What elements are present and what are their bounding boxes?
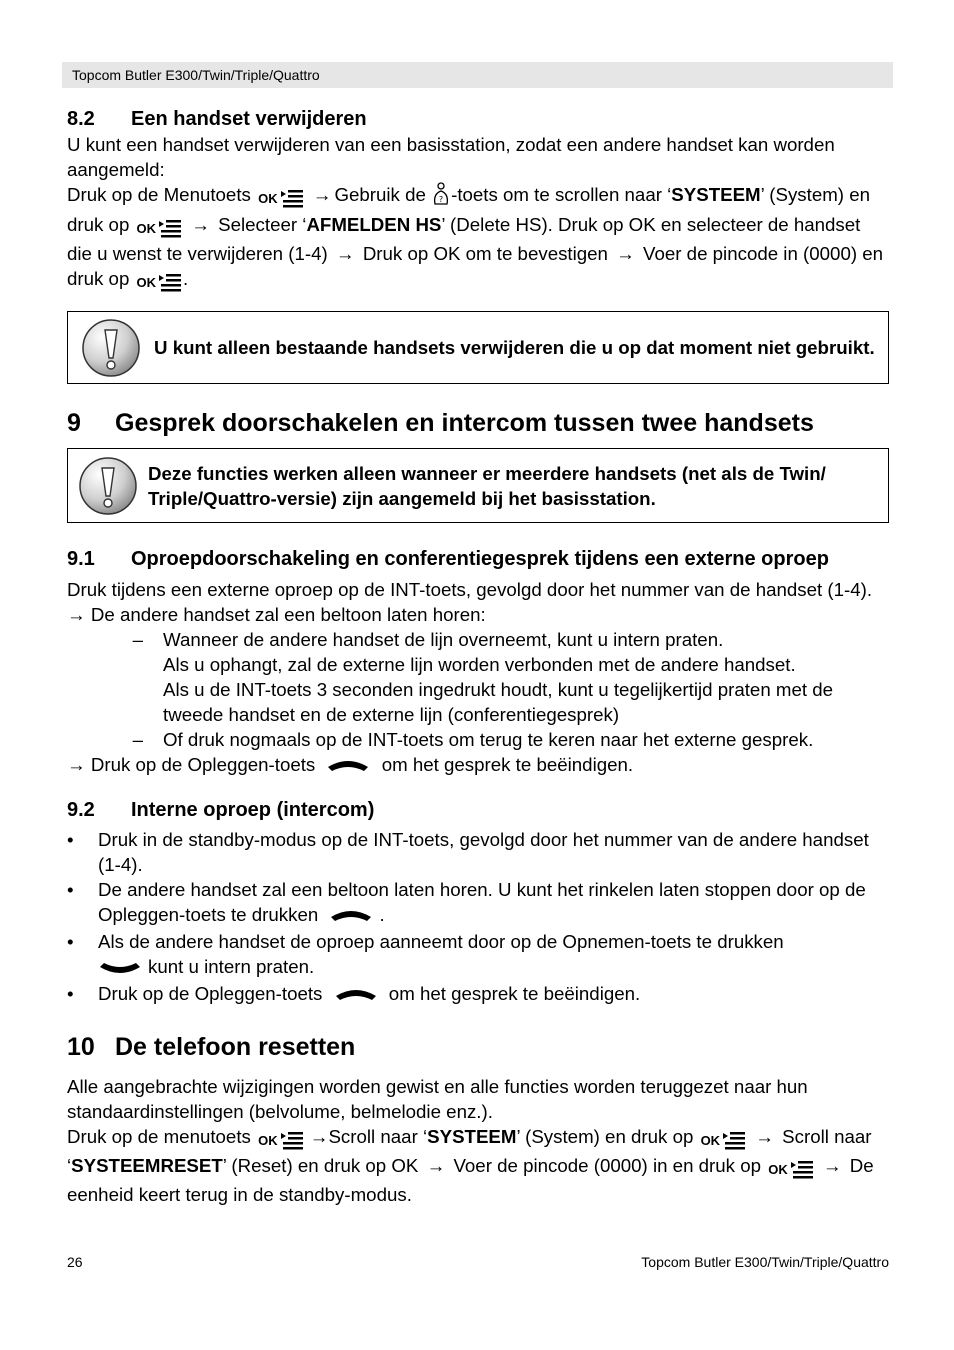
pick-up-key-icon xyxy=(98,956,142,981)
intro-paragraph: U kunt een handset verwijderen van een basisstation, zodat een andere handset kan worden aangemeld: xyxy=(67,134,835,180)
page-content xyxy=(67,106,889,1207)
page-number: 26 xyxy=(67,1254,83,1270)
hang-up-key-icon xyxy=(334,983,378,1008)
navigation-key-icon xyxy=(431,182,451,212)
info-note: Deze functies werken alleen wanneer er meerdere handsets (net als de Twin/ Triple/Quattro-versie) zijn aangemeld bij het basisstation. xyxy=(67,448,889,523)
arrow-icon: → xyxy=(312,184,332,205)
running-footer: Topcom Butler E300/Twin/Triple/Quattro xyxy=(641,1254,889,1270)
running-header: Topcom Butler E300/Twin/Triple/Quattro xyxy=(62,62,893,88)
section-10 xyxy=(67,1032,889,1207)
list-item: • De andere handset zal een beltoon laten horen. U kunt het rinkelen laten stoppen door op de Opleggen-toets te drukken . xyxy=(67,877,889,929)
ok-menu-key-icon: OK xyxy=(768,1157,813,1182)
ok-menu-key-icon: OK xyxy=(137,270,182,295)
arrow-icon: → xyxy=(67,604,86,625)
hang-up-key-icon xyxy=(329,904,373,929)
list-item: • Druk in de standby-modus op de INT-toets, gevolgd door het nummer van de andere handset (1-4). xyxy=(67,829,869,875)
section-heading: 8.2 Een handset verwijderen xyxy=(67,108,367,130)
paragraph: → De andere handset zal een beltoon laten horen: xyxy=(67,604,486,625)
dash-list xyxy=(67,627,889,752)
arrow-icon: → xyxy=(309,1126,329,1147)
paragraph: → Druk op de Opleggen-toets om het gesprek te beëindigen. xyxy=(67,752,889,779)
paragraph: Druk tijdens een externe oproep op de INT-toets, gevolgd door het nummer van de handset (1-4). xyxy=(67,579,873,600)
section-9 xyxy=(67,408,889,523)
list-item: Als u de INT-toets 3 seconden ingedrukt houdt, kunt u tegelijkertijd praten met de tweede handset en de externe lijn (conferentiegesprek) xyxy=(163,679,834,725)
arrow-icon: → xyxy=(191,214,210,235)
arrow-icon: → xyxy=(335,243,355,264)
section-9-2 xyxy=(67,797,889,1008)
chapter-heading: 10 De telefoon resetten xyxy=(67,1033,356,1061)
hang-up-key-icon xyxy=(326,754,370,779)
instruction-paragraph: Druk op de Menutoets OK → Gebruik de ? -toets om te scrollen naar ‘SYSTEEM’ (System) en druk op OK → Selecteer ‘AFMELDEN HS’ (Delete HS). Druk op OK en selecteer de handset die u wenst te verwijderen (1-4) → Druk op OK om te bevestigen → Voer de pincode in (0000) en druk op OK . xyxy=(67,182,889,295)
list-item: • Druk op de Opleggen-toets om het gesprek te beëindigen. xyxy=(67,981,889,1008)
ok-menu-key-icon: OK xyxy=(137,216,182,241)
bullet-list xyxy=(67,827,889,1008)
section-8-2 xyxy=(67,106,889,384)
arrow-icon: → xyxy=(822,1155,842,1176)
section-heading: 9.1 Oproepdoorschakeling en conferentiegesprek tijdens een externe oproep xyxy=(67,548,829,570)
exclamation-icon xyxy=(68,318,154,378)
section-heading: 9.2 Interne oproep (intercom) xyxy=(67,799,375,821)
instruction-paragraph: Druk op de menutoets OK →Scroll naar ‘SYSTEEM’ (System) en druk op OK → Scroll naar ‘SYSTEEMRESET’ (Reset) en druk op OK → Voer de pincode (0000) in en druk op OK → De eenheid keert terug in de standby-modus. xyxy=(67,1126,874,1205)
list-item: Als u ophangt, zal de externe lijn worden verbonden met de andere handset. xyxy=(163,654,796,675)
arrow-icon: → xyxy=(426,1155,446,1176)
ok-menu-key-icon: OK xyxy=(701,1128,746,1153)
ok-menu-key-icon: OK xyxy=(258,186,303,211)
svg-text:?: ? xyxy=(438,195,444,204)
arrow-icon: → xyxy=(755,1126,774,1147)
paragraph: Alle aangebrachte wijzigingen worden gewist en alle functies worden teruggezet naar hun standaardinstellingen (belvolume, belmelodie enz.). xyxy=(67,1076,808,1122)
exclamation-icon xyxy=(68,456,148,516)
warning-note: U kunt alleen bestaande handsets verwijderen die u op dat moment niet gebruikt. xyxy=(67,311,889,384)
ok-menu-key-icon: OK xyxy=(258,1128,303,1153)
section-9-1 xyxy=(67,545,889,779)
arrow-icon: → xyxy=(67,754,86,775)
list-item: • Als de andere handset de oproep aanneemt door op de Opnemen-toets te drukken kunt u intern praten. xyxy=(67,929,889,981)
list-item: – Of druk nogmaals op de INT-toets om terug te keren naar het externe gesprek. xyxy=(132,729,814,750)
chapter-heading: 9 Gesprek doorschakelen en intercom tussen twee handsets xyxy=(67,409,814,437)
arrow-icon: → xyxy=(616,243,635,264)
list-item: – Wanneer de andere handset de lijn overneemt, kunt u intern praten. xyxy=(132,629,724,650)
